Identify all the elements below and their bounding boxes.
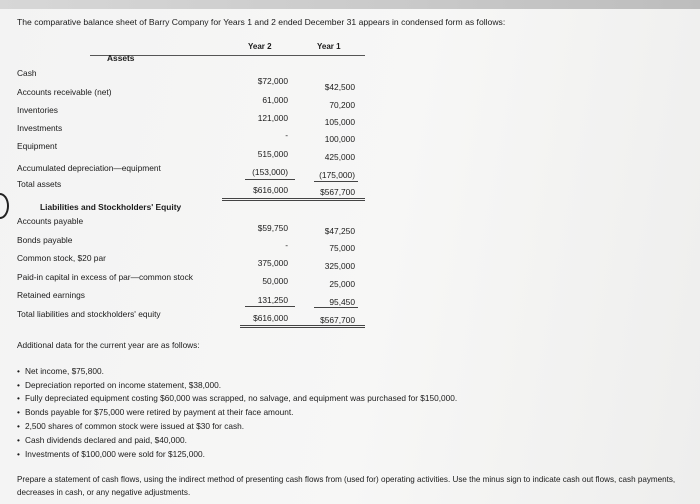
list-item: • Fully depreciated equipment costing $60,000 was scrapped, no salvage, and equipment was purchased for $150,000.	[17, 393, 457, 403]
row-label: Total liabilities and stockholders' equity	[17, 309, 161, 319]
year1-value: 425,000	[324, 152, 355, 162]
total-liabilities-double-rule	[240, 325, 365, 328]
row-label: Cash	[17, 68, 37, 78]
instructions-text: Prepare a statement of cash flows, using the indirect method of presenting cash flows from (used for) operating activities. Use the minus sign to indicate cash out flows, cash payments, decreases in cash, or any negative adjustments.	[17, 475, 676, 497]
year2-value: 131,250	[257, 295, 288, 305]
list-item: • 2,500 shares of common stock were issued at $30 for cash.	[17, 421, 244, 431]
list-item: • Net income, $75,800.	[17, 366, 104, 376]
year2-value: 121,000	[257, 113, 288, 123]
year1-value: 105,000	[324, 117, 355, 127]
year1-value: 95,450	[329, 297, 355, 307]
year2-value: 50,000	[262, 276, 288, 286]
row-label: Total assets	[17, 179, 62, 189]
subtotal-rule-year2	[245, 306, 295, 307]
year2-value: $59,750	[257, 223, 288, 233]
total-assets-double-rule	[222, 198, 365, 201]
list-item: • Investments of $100,000 were sold for $125,000.	[17, 449, 205, 459]
year1-value: 25,000	[329, 279, 355, 289]
year1-value: $567,700	[320, 187, 355, 197]
row-label: Retained earnings	[17, 290, 85, 300]
column-header-year-2: Year 2	[248, 42, 272, 51]
column-header-year-1: Year 1	[317, 42, 341, 51]
year2-value: (153,000)	[252, 167, 288, 177]
row-label: Investments	[17, 123, 63, 133]
list-item: • Bonds payable for $75,000 were retired by payment at their face amount.	[17, 407, 293, 417]
assets-heading: Assets	[107, 53, 135, 63]
liabilities-heading: Liabilities and Stockholders' Equity	[40, 202, 182, 212]
row-label: Accounts payable	[17, 216, 84, 226]
intro-text: The comparative balance sheet of Barry Company for Years 1 and 2 ended December 31 appears in condensed form as follows:	[17, 17, 506, 27]
year2-value: 515,000	[257, 149, 288, 159]
year1-value: 75,000	[329, 243, 355, 253]
scroll-edge-mark	[0, 193, 9, 219]
year2-value: $72,000	[257, 76, 288, 86]
year1-value: 100,000	[324, 134, 355, 144]
year1-value: 325,000	[324, 261, 355, 271]
top-edge-shadow	[0, 0, 700, 9]
year1-value: $567,700	[320, 315, 355, 325]
additional-data-heading: Additional data for the current year are as follows:	[17, 340, 200, 350]
row-label: Inventories	[17, 105, 58, 115]
year1-value: $47,250	[324, 226, 355, 236]
subtotal-rule-year2	[245, 179, 295, 180]
year1-value: (175,000)	[319, 170, 355, 180]
row-label: Common stock, $20 par	[17, 253, 106, 263]
row-label: Equipment	[17, 141, 58, 151]
row-label: Accounts receivable (net)	[17, 87, 112, 97]
year2-value: $616,000	[253, 185, 288, 195]
row-label: Paid-in capital in excess of par—common stock	[17, 272, 193, 282]
year2-value: $616,000	[253, 313, 288, 323]
subtotal-rule-year1	[314, 307, 358, 308]
row-label: Accumulated depreciation—equipment	[17, 163, 161, 173]
row-label: Bonds payable	[17, 235, 73, 245]
year2-value: 375,000	[257, 258, 288, 268]
list-item: • Depreciation reported on income statement, $38,000.	[17, 380, 221, 390]
list-item: • Cash dividends declared and paid, $40,000.	[17, 435, 187, 445]
year1-value: 70,200	[329, 100, 355, 110]
year2-value: -	[285, 240, 288, 250]
year2-value: 61,000	[262, 95, 288, 105]
year1-value: $42,500	[324, 82, 355, 92]
subtotal-rule-year1	[314, 181, 358, 182]
year2-value: -	[285, 130, 288, 140]
